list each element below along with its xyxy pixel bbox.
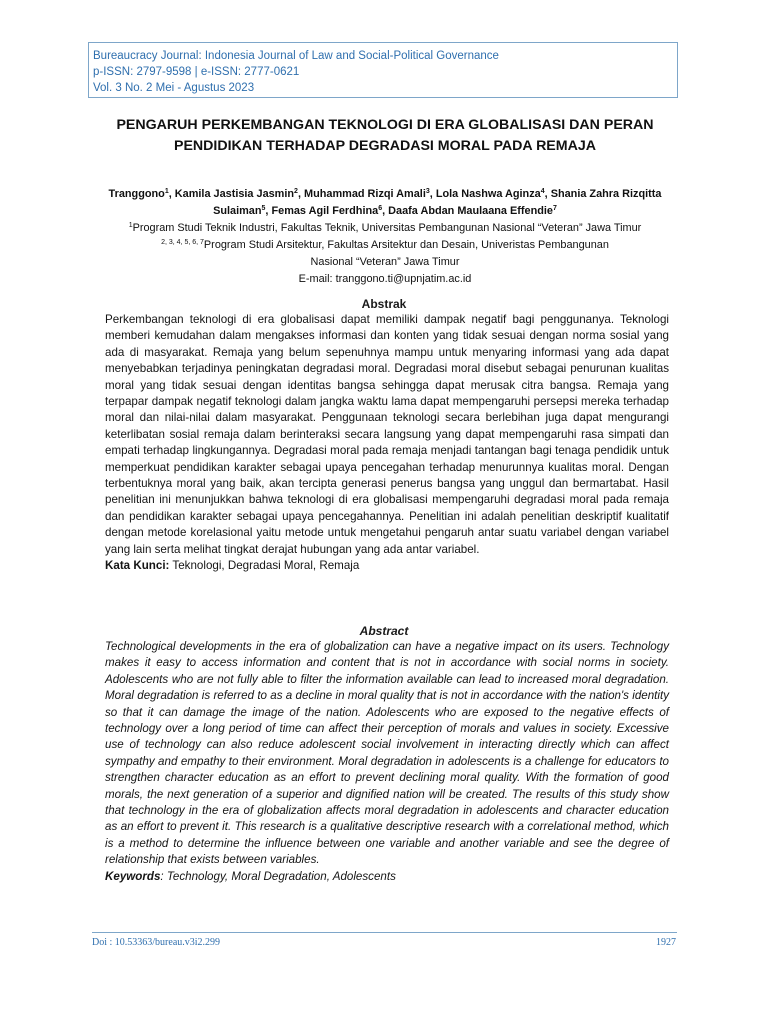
abstrak-body [105,312,669,575]
author-sep: , [382,205,389,217]
abstrak-heading: Abstrak [361,297,407,311]
author-name: Muhammad Rizqi Amali [304,188,426,200]
affiliation-text: Program Studi Arsitektur, Fakultas Arsitektur dan Desain, Univeristas Pembangunan [203,239,609,251]
author-name: Daafa Abdan Maulaana Effendie [388,205,553,217]
author-name: Lola Nashwa Aginza [435,188,541,200]
author-name: Tranggono [108,188,165,200]
author-sup: 7 [552,205,557,212]
keywords-text: : Technology, Moral Degradation, Adolescents [160,869,396,883]
author-sup: 2 [294,188,298,195]
abstract-text: Technological developments in the era of globalization can have a negative impact on its users. Technology makes it easy to access information and content that is not in accordance with social norms in society. Adolescents who are not fully able to filter the information available can lead to increased moral degradation. Moral degradation is referred to as a decline in moral quality that is not in accordance with the nation's identity so that it can damage the image of the nation. Adolescents who are exposed to the negative effects of technology over a long period of time can affect their perception of morals and values in society. Excessive use of technology can also reduce adolescent social involvement in interacting directly which can affect sympathy and empathy to their environment. Moral degradation in adolescents is a challenge for educators to strengthen character education as an effort to prevent declining moral quality. With the formation of good morals, the next generation of a superior and dignified nation will be created. The results of this study show that technology in the era of globalization affects moral degradation in adolescents and character education as an effort to prevent it. This research is a qualitative descriptive research with a correlational method, which is a method to determine the influence between one variable and another variable and see the degree of relationship that exists between variables. [105,640,669,867]
author-sup: 5 [261,205,266,212]
abstract-body [105,639,669,885]
affiliation-text: Program Studi Teknik Industri, Fakultas Teknik, Universitas Pembangunan Nasional “Veteran” Jawa Timur [132,222,642,234]
journal-header-box [88,42,678,98]
author-sup: 1 [164,188,169,195]
affiliation-1 [90,220,680,237]
author-name: Femas Agil Ferdhina [271,205,379,217]
title-line-2: PENDIDIKAN TERHADAP DEGRADASI MORAL PADA REMAJA [174,138,596,154]
doi-text: Doi : 10.53363/bureau.v3i2.299 [92,937,221,948]
affiliation-sup: 1 [128,222,133,229]
author-block [90,186,680,288]
author-sep: , [168,188,175,200]
title-line-1: PENGARUH PERKEMBANGAN TEKNOLOGI DI ERA GLOBALISASI DAN PERAN [116,117,654,133]
author-name: Shania Zahra Rizqitta Sulaiman [213,188,662,217]
footer-divider [92,932,677,933]
author-sep: , [544,188,551,200]
author-sep: , [297,188,305,200]
author-email: E-mail: tranggono.ti@upnjatim.ac.id [298,273,472,285]
author-name: Kamila Jastisia Jasmin [174,188,295,200]
journal-name: Bureaucracy Journal: Indonesia Journal of Law and Social-Political Governance [93,50,499,62]
kata-kunci-label: Kata Kunci: [105,559,170,573]
affiliation-2-cont: Nasional “Veteran” Jawa Timur [310,256,460,268]
author-list-line-1 [90,186,680,220]
affiliation-sup: 2, 3, 4, 5, 6, 7 [161,239,204,246]
affiliation-2 [90,237,680,254]
journal-issn: p-ISSN: 2797-9598 | e-ISSN: 2777-0621 [93,66,300,78]
journal-volume: Vol. 3 No. 2 Mei - Agustus 2023 [93,82,255,94]
author-sep: , [429,188,436,200]
abstract-heading: Abstract [359,624,409,638]
abstrak-text: Perkembangan teknologi di era globalisasi dapat memiliki dampak negatif bagi penggunanya. Teknologi memberi kemudahan dalam mengakses informasi dan konten yang tidak sesuai dengan norma sosial yang ada di masyarakat. Remaja yang belum sepenuhnya mampu untuk menyaring informasi yang ada dapat menyebabkan terjadinya peningkatan degradasi moral. Degradasi moral disebut sebagai penurunan kualitas moral yang tidak sesuai dengan identitas bangsa sehingga dapat merusak citra bangsa. Remaja yang terpapar dampak negatif teknologi dalam jangka waktu lama dapat mempengaruhi persepsi mereka terhadap moral dan nilai-nilai dalam masyarakat. Penggunaan teknologi secara berlebihan juga dapat mengurangi keterlibatan sosial remaja dalam berinteraksi secara langsung yang dapat mempengaruhi rasa simpati dan empati terhadap lingkungannya. Degradasi moral pada remaja menjadi tantangan bagi tenaga pendidik untuk memperkuat pendidikan karakter sebagai upaya pencegahan terhadap menurunnya kualitas moral. Dengan terbentuknya moral yang baik, akan tercipta generasi penerus bangsa yang unggul dan bermartabat. Hasil penelitian ini menunjukkan bahwa teknologi di era globalisasi mempengaruhi degradasi moral pada remaja dan pendidikan karakter sebagai upaya pencegahannya. Penelitian ini adalah penelitian deskriptif kualitatif dengan metode korelasional yaitu metode untuk mengetahui pengaruh antar suatu variabel dengan variabel yang lain serta melihat tingkat derajat hubungan yang ada antar variabel. [105,313,669,556]
author-sep: , [265,205,272,217]
author-sup: 6 [378,205,383,212]
author-sup: 3 [425,188,430,195]
paper-title [90,115,680,157]
page-number: 1927 [656,937,676,948]
kata-kunci-text: Teknologi, Degradasi Moral, Remaja [169,559,360,573]
keywords-label: Keywords [105,869,161,883]
author-sup: 4 [540,188,545,195]
